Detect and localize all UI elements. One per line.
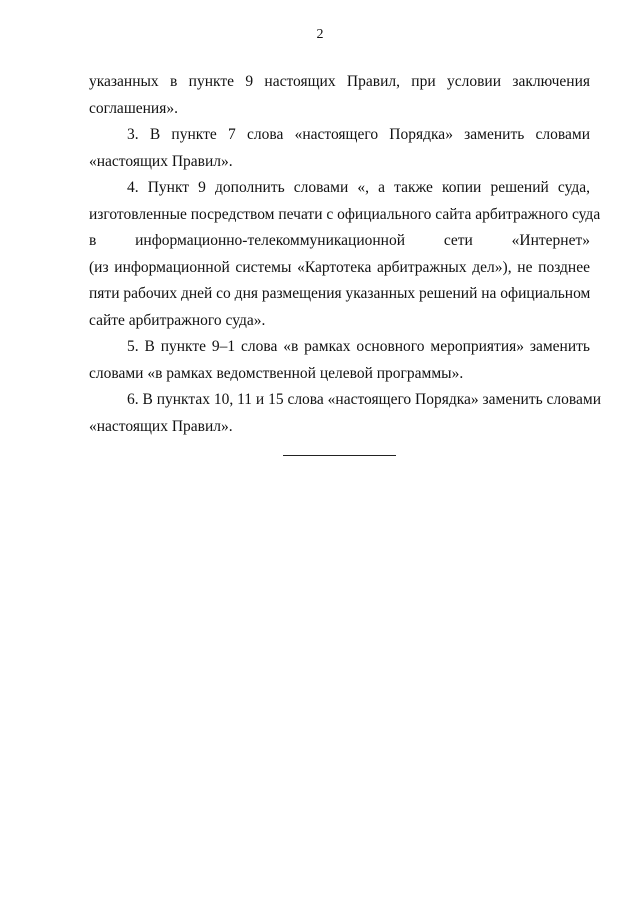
text-line: (из информационной системы «Картотека арбитражных дел»), не позднее	[89, 258, 590, 276]
text-line: изготовленные посредством печати с официального сайта арбитражного суда	[89, 205, 601, 223]
text-line: словами «в рамках ведомственной целевой программы».	[89, 364, 464, 382]
text-line: пяти рабочих дней со дня размещения указанных решений на официальном	[89, 285, 591, 302]
closing-rule	[283, 455, 396, 456]
text-line: «настоящих Правил».	[89, 152, 233, 170]
paragraph-5	[89, 387, 602, 440]
text-line: 3. В пункте 7 слова «настоящего Порядка» заменить словами	[127, 126, 590, 143]
paragraph-1	[89, 69, 590, 122]
text-line: 5. В пункте 9–1 слова «в рамках основного мероприятия» заменить	[127, 338, 590, 355]
page-number: 2	[316, 27, 324, 42]
text-line: 6. В пунктах 10, 11 и 15 слова «настоящего Порядка» заменить словами	[127, 391, 602, 408]
paragraph-4	[89, 334, 590, 387]
text-line: «настоящих Правил».	[89, 417, 233, 435]
text-line: в информационно-телекоммуникационной сети «Интернет»	[89, 232, 590, 249]
text-line: соглашения».	[89, 99, 178, 117]
text-line: сайте арбитражного суда».	[89, 311, 266, 329]
paragraph-2	[89, 122, 590, 175]
paragraph-3	[89, 175, 601, 334]
text-line: 4. Пункт 9 дополнить словами «, а также копии решений суда,	[127, 179, 590, 196]
document-body	[89, 69, 602, 440]
text-line: указанных в пункте 9 настоящих Правил, при условии заключения	[89, 73, 590, 90]
